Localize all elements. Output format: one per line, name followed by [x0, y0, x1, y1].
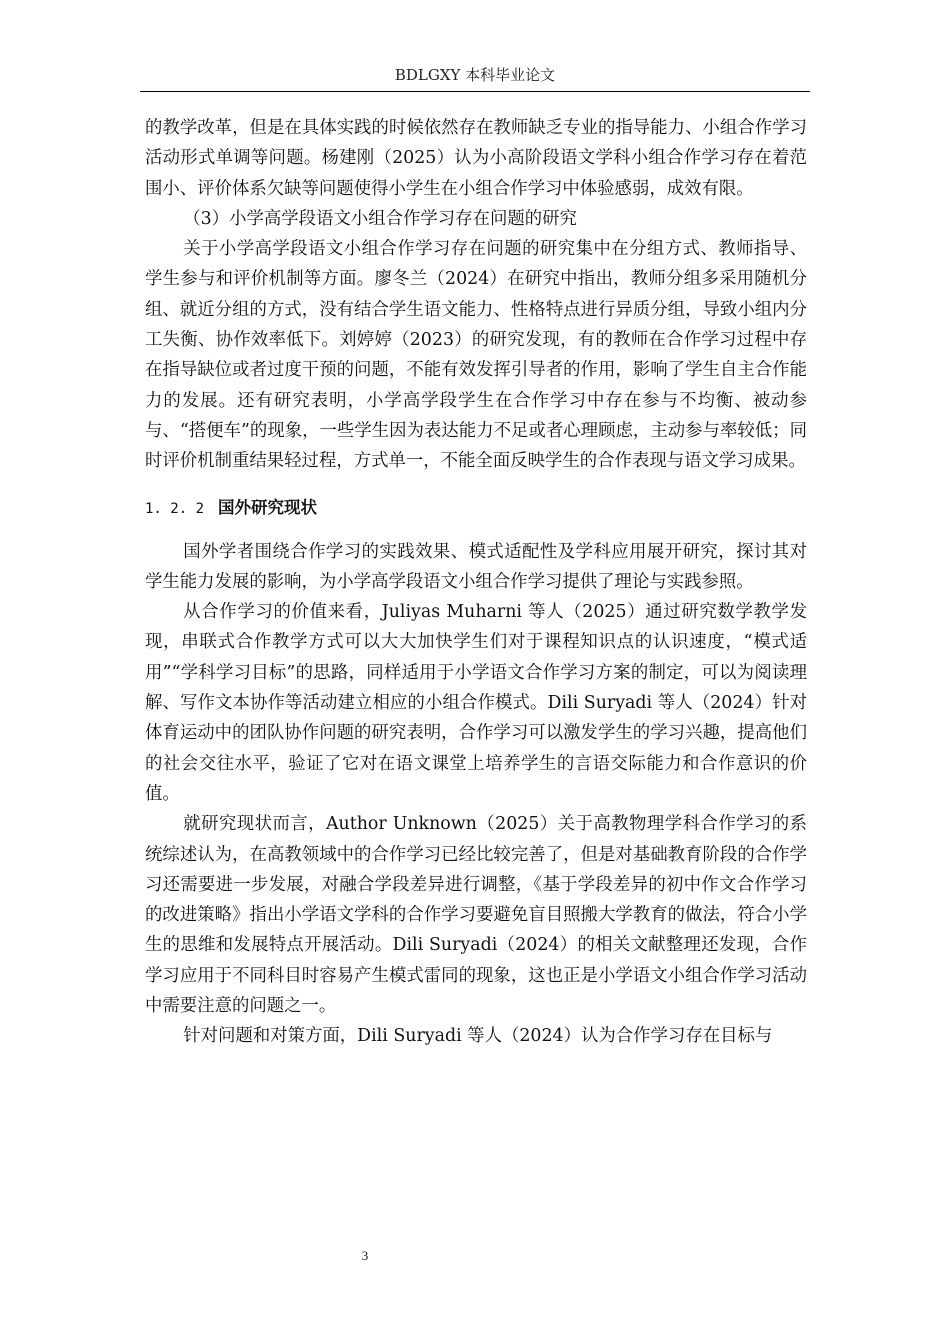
paragraph-intro: 国外学者围绕合作学习的实践效果、模式适配性及学科应用展开研究，探讨其对学生能力发展的影响，为小学高学段语文小组合作学习提供了理论与实践参照。	[145, 541, 807, 592]
subheading-3: （3）小学高学段语文小组合作学习存在问题的研究	[183, 208, 577, 229]
paragraph-value: 从合作学习的价值来看，Juliyas Muharni 等人（2025）通过研究数学教学发现，串联式合作教学方式可以大大加快学生们对于课程知识点的认识速度，“模式适用”“学科学习目标”的思路，同样适用于小学语文合作学习方案的制定，可以为阅读理解、写作文本协作等活动建立相应的小组合作模式。Dili Suryadi 等人（2024）针对体育运动中的团队协作问题的研究表明，合作学习可以激发学生的学习兴趣，提高他们的社会交往水平，验证了它对在语文课堂上培养学生的言语交际能力和合作意识的价值。	[145, 602, 807, 804]
paragraph-countermeasures: 针对问题和对策方面，Dili Suryadi 等人（2024）认为合作学习存在目标与	[183, 1026, 773, 1047]
paragraph-problems: 关于小学高学段语文小组合作学习存在问题的研究集中在分组方式、教师指导、学生参与和评价机制等方面。廖冬兰（2024）在研究中指出，教师分组多采用随机分组、就近分组的方式，没有结合学生语文能力、性格特点进行异质分组，导致小组内分工失衡、协作效率低下。刘婷婷（2023）的研究发现，有的教师在合作学习过程中存在指导缺位或者过度干预的问题，不能有效发挥引导者的作用，影响了学生自主合作能力的发展。还有研究表明，小学高学段学生在合作学习中存在参与不均衡、被动参与、“搭便车”的现象，一些学生因为表达能力不足或者心理顾虑，主动参与率较低；同时评价机制重结果轻过程，方式单一，不能全面反映学生的合作表现与语文学习成果。	[145, 239, 807, 472]
section-title: 国外研究现状	[218, 497, 318, 517]
paragraph-status: 就研究现状而言，Author Unknown（2025）关于高教物理学科合作学习的系统综述认为，在高教领域中的合作学习已经比较完善了，但是对基础教育阶段的合作学习还需要进一步发展，对融合学段差异进行调整，《基于学段差异的初中作文合作学习的改进策略》指出小学语文学科的合作学习要避免盲目照搬大学教育的做法，符合小学生的思维和发展特点开展活动。Dili Suryadi（2024）的相关文献整理还发现，合作学习应用于不同科目时容易产生模式雷同的现象，这也正是小学语文小组合作学习活动中需要注意的问题之一。	[145, 814, 807, 1017]
page-body	[145, 113, 807, 1052]
section-heading	[145, 496, 807, 521]
paragraph-continued: 的教学改革，但是在具体实践的时候依然存在教师缺乏专业的指导能力、小组合作学习活动形式单调等问题。杨建刚（2025）认为小高阶段语文学科小组合作学习存在着范围小、评价体系欠缺等问题使得小学生在小组合作学习中体验感弱，成效有限。	[145, 118, 807, 199]
running-header: BDLGXY 本科毕业论文	[394, 66, 556, 84]
header-rule	[140, 91, 810, 92]
page-number: 3	[361, 1248, 369, 1263]
section-number: 1. 2. 2	[145, 500, 205, 517]
